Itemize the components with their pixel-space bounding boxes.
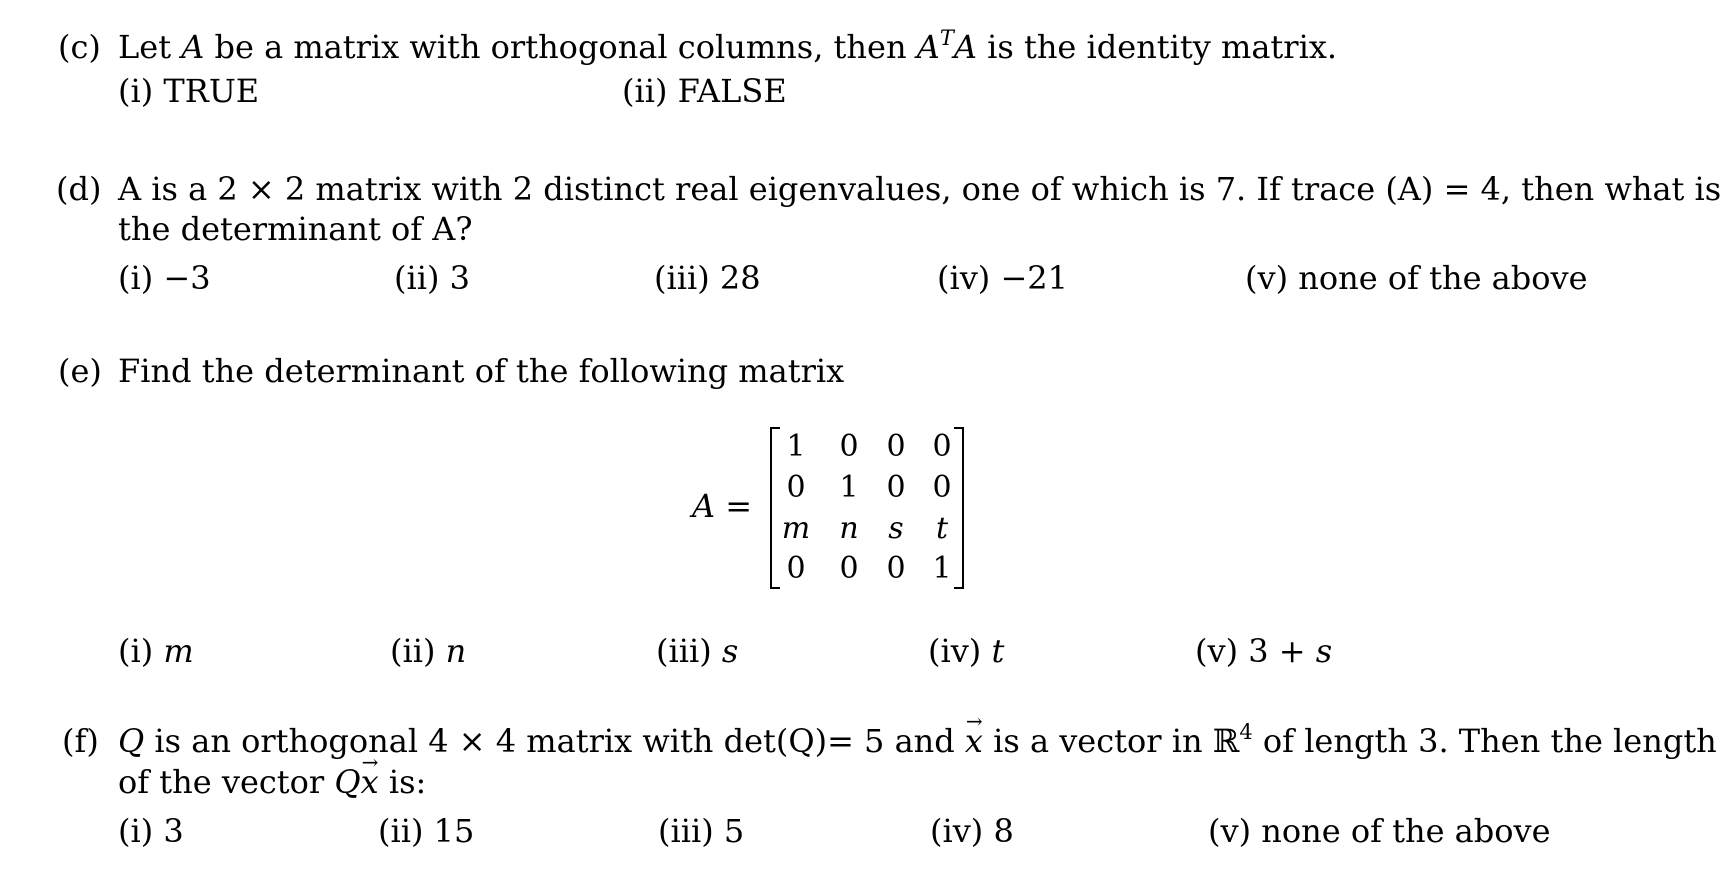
matrix-cell: 0 [886,429,906,464]
option-d-ii[interactable]: (ii) 3 [394,259,470,297]
option-prefix: (v) 3 + [1195,632,1316,670]
option-c-ii[interactable]: (ii) FALSE [622,72,787,110]
option-e-v[interactable] [1195,632,1332,670]
option-f-iv[interactable]: (iv) 8 [930,812,1014,850]
matrix-cell: 0 [932,429,952,464]
question-c-text-part: be a matrix with orthogonal columns, then [204,28,917,66]
option-d-iv[interactable]: (iv) −21 [937,259,1068,297]
math-var-q: Q [118,722,145,760]
vector-x: x → [361,763,379,801]
option-d-v[interactable]: (v) none of the above [1245,259,1588,297]
matrix-cell: t [935,511,949,546]
question-d-text-line2: the determinant of A? [118,210,473,248]
question-f-text-line2 [118,763,426,801]
question-d-label: (d) [56,170,102,208]
option-prefix: (iv) [928,632,992,670]
question-d-text-line1: A is a 2 × 2 matrix with 2 distinct real eigenvalues, one of which is 7. If trace (A) = 4, then what is [118,170,1721,208]
option-prefix: (iii) [656,632,722,670]
option-expr: m [163,632,194,670]
question-f-label: (f) [62,722,99,760]
option-expr: s [721,632,739,670]
matrix-cell: 1 [932,551,952,586]
matrix-cell: 0 [839,429,859,464]
question-f-text-part: of the vector [118,763,335,801]
option-d-iii[interactable]: (iii) 28 [654,259,761,297]
matrix-cell: 0 [839,551,859,586]
question-e-label: (e) [58,352,102,390]
question-e-text: Find the determinant of the following matrix [118,352,845,390]
option-expr: t [991,632,1005,670]
option-f-i[interactable]: (i) 3 [118,812,184,850]
matrix-cell: 1 [839,470,859,505]
question-c-text-part: Let [118,28,182,66]
option-e-i[interactable] [118,632,194,670]
option-d-i[interactable]: (i) −3 [118,259,211,297]
matrix-cell: n [839,511,859,546]
matrix-cell: 0 [886,470,906,505]
matrix-cell: 0 [886,551,906,586]
math-var-a: A [181,28,205,66]
matrix-a [770,427,964,589]
matrix-cell: 0 [786,470,806,505]
option-e-ii[interactable] [390,632,466,670]
math-var-q: Q [334,763,361,801]
option-c-i[interactable]: (i) TRUE [118,72,260,110]
question-f-text-part: is an orthogonal 4 × 4 matrix with det(Q)= 5 and [144,722,965,760]
matrix-lhs: A = [692,487,753,525]
option-e-iv[interactable] [928,632,1004,670]
matrix-cell: m [781,511,811,546]
question-f-text-part: is a vector in ℝ [982,722,1240,760]
question-f-text-line1 [118,722,1717,764]
math-var-a: A [916,28,940,66]
vector-x: x → [965,722,983,760]
question-c-text [118,28,1337,70]
option-f-v[interactable]: (v) none of the above [1208,812,1551,850]
option-f-iii[interactable]: (iii) 5 [658,812,745,850]
option-e-iii[interactable] [656,632,738,670]
dimension-superscript: 4 [1239,720,1253,744]
option-prefix: (ii) [390,632,446,670]
matrix-cell: s [888,511,904,546]
matrix-cell: 0 [932,470,952,505]
option-expr: s [1315,632,1333,670]
question-f-text-part: of length 3. Then the length [1252,722,1717,760]
question-c-label: (c) [58,28,101,66]
option-expr: n [445,632,467,670]
option-prefix: (i) [118,632,164,670]
option-f-ii[interactable]: (ii) 15 [378,812,475,850]
math-var-a: A [953,28,977,66]
matrix-cell: 1 [786,429,806,464]
matrix-cell: 0 [786,551,806,586]
transpose-superscript: T [939,26,954,50]
question-f-text-part: is: [378,763,427,801]
question-c-text-part: is the identity matrix. [976,28,1338,66]
